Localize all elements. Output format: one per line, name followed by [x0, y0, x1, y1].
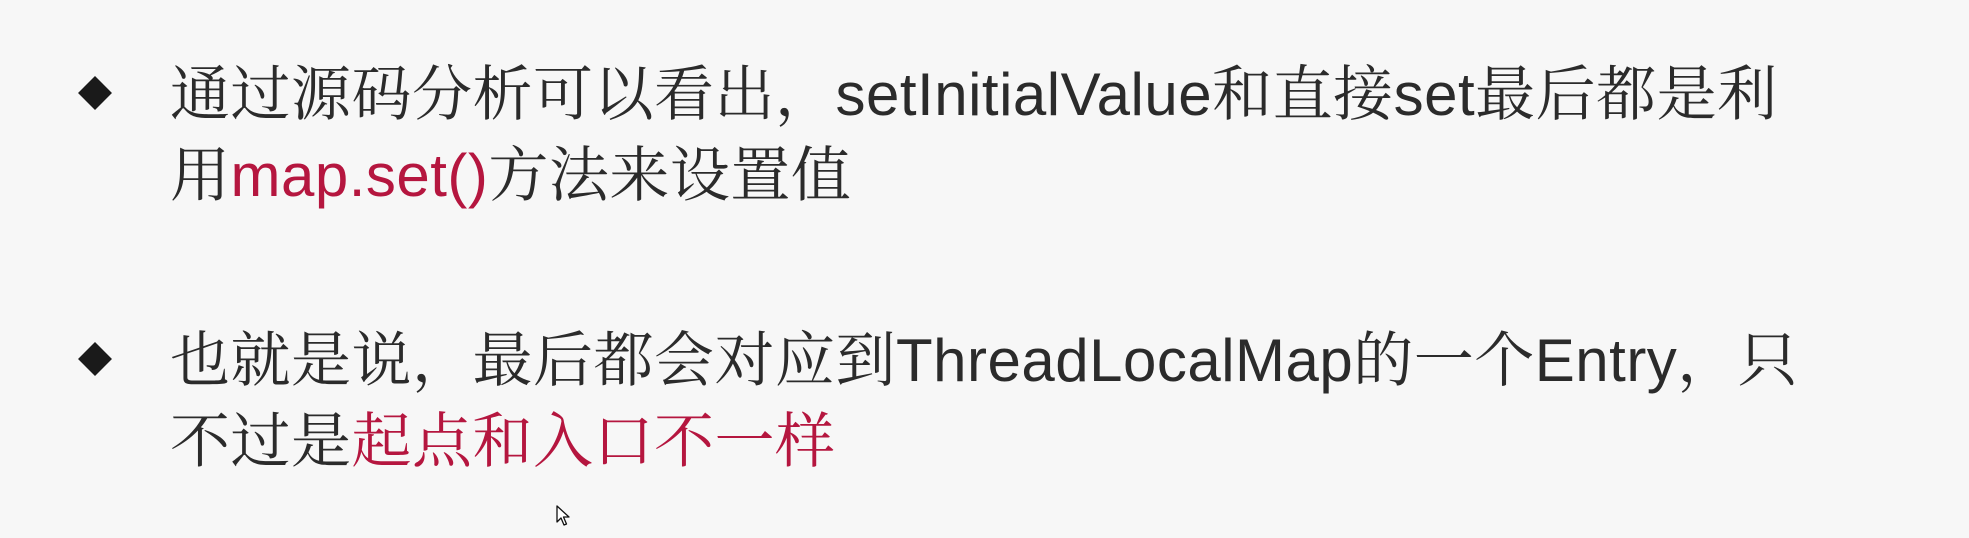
bullet-item-1 — [70, 54, 1960, 216]
bullet-text-1 — [170, 54, 1960, 216]
bullet-text-2 — [170, 320, 1960, 482]
bullet-1-line2-post: 方法来设置值 — [488, 142, 852, 209]
diamond-bullet-icon — [78, 76, 112, 110]
bullet-2-highlight: 起点和入口不一样 — [351, 408, 836, 475]
bullet-1-line1: 通过源码分析可以看出，setInitialValue和直接set最后都是利 — [170, 61, 1778, 128]
bullet-1-highlight: map.set() — [230, 142, 489, 209]
mouse-pointer-icon — [556, 505, 570, 527]
bullet-2-line2-pre: 不过是 — [170, 408, 352, 475]
bullet-2-line1: 也就是说，最后都会对应到ThreadLocalMap的一个Entry，只 — [170, 327, 1799, 394]
bullet-item-2 — [70, 320, 1960, 482]
diamond-bullet-icon — [78, 342, 112, 376]
bullet-1-line2-pre: 用 — [170, 142, 231, 209]
